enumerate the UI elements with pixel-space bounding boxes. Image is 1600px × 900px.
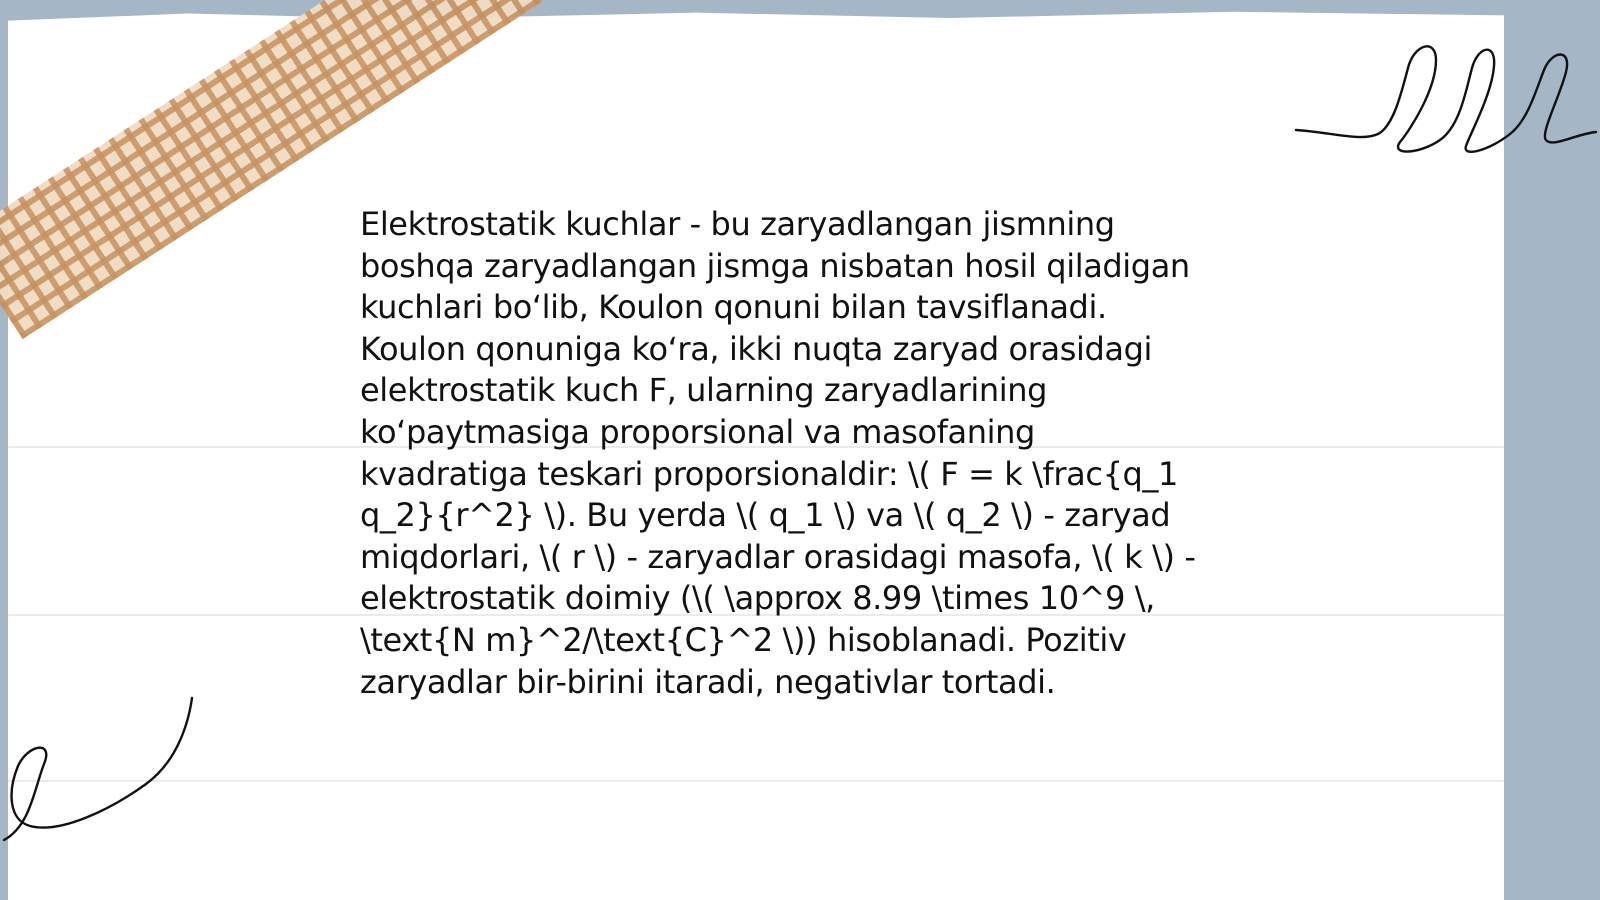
loop-doodle-icon bbox=[1290, 30, 1600, 170]
check-doodle-icon bbox=[0, 690, 200, 850]
slide-body-text: Elektrostatik kuchlar - bu zaryadlangan jismning boshqa zaryadlangan jismga nisbatan hosil qiladigan kuchlari bo‘lib, Koulon qonuni bilan tavsiflanadi. Koulon qonuniga ko‘ra, ikki nuqta zaryad orasidagi elektrostatik kuch F, ularning zaryadlarining ko‘paytmasiga proporsional va masofaning kvadratiga teskari proporsionaldir: \( F = k \frac{q_1 q_2}{r^2} \). Bu yerda \( q_1 \) va \( q_2 \) - zaryad miqdorlari, \( r \) - zaryadlar orasidagi masofa, \( k \) - elektrostatik doimiy (\( \approx 8.99 \times 10^9 \, \text{N m}^2/\text{C}^2 \)) hisoblanadi. Pozitiv zaryadlar bir-birini itaradi, negativlar tortadi. bbox=[360, 205, 1196, 701]
ruled-line bbox=[8, 780, 1504, 781]
